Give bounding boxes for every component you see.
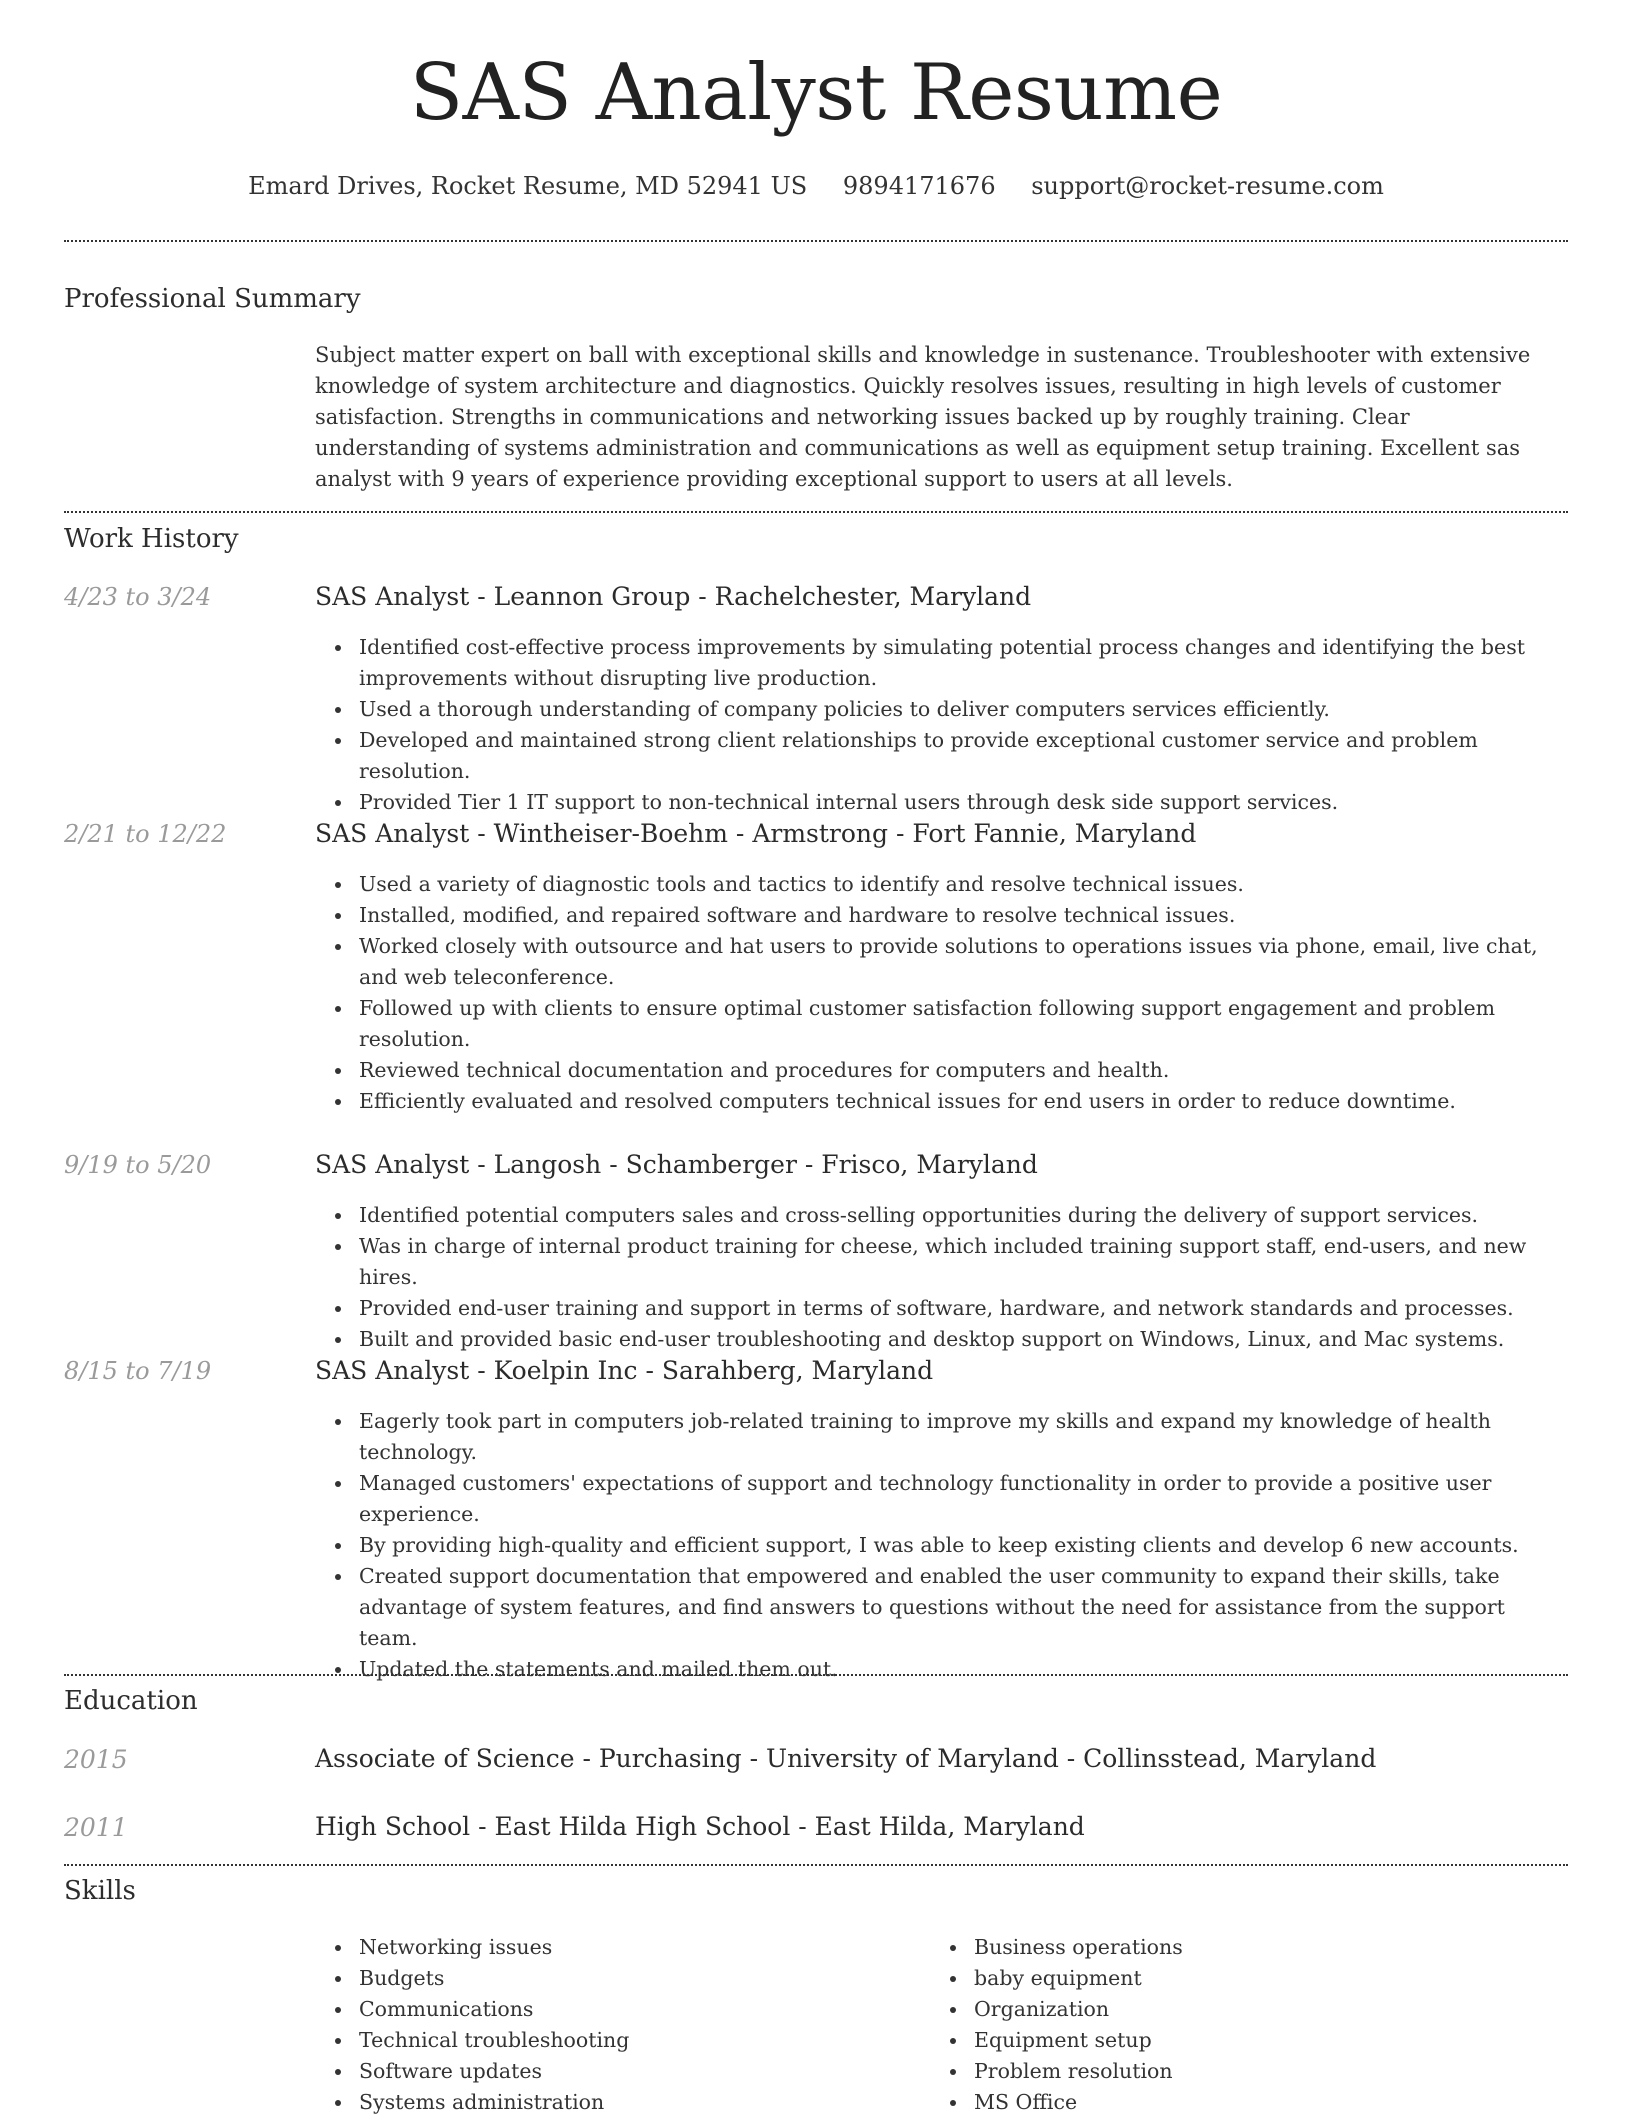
skill-item: Problem resolution — [974, 2056, 1490, 2087]
skill-item: MS Office — [974, 2087, 1490, 2118]
education-heading: Education — [64, 1686, 198, 1716]
education-year: 2015 — [64, 1745, 128, 1774]
summary-heading: Professional Summary — [64, 284, 361, 314]
skill-item: Systems administration — [359, 2087, 875, 2118]
job-bullet: Built and provided basic end-user troubleshooting and desktop support on Windows, Linux, and Mac systems. — [359, 1324, 1567, 1355]
job-bullet: Identified cost-effective process improvements by simulating potential process changes and identifying the best improvements without disrupting live production. — [359, 632, 1567, 694]
skills-heading: Skills — [64, 1876, 136, 1906]
skills-list-left — [315, 1932, 875, 2118]
section-divider — [64, 511, 1568, 513]
contact-address: Emard Drives, Rocket Resume, MD 52941 US — [248, 172, 808, 200]
contact-phone: 9894171676 — [842, 172, 996, 200]
job-bullets — [315, 1200, 1567, 1355]
resume-title: SAS Analyst Resume — [409, 48, 1223, 138]
job-bullets — [315, 1406, 1567, 1685]
job-bullet: Was in charge of internal product training for cheese, which included training support staff, end-users, and new hires. — [359, 1231, 1567, 1293]
job-bullet: Developed and maintained strong client relationships to provide exceptional customer service and problem resolution. — [359, 725, 1567, 787]
job-bullets — [315, 632, 1567, 818]
job-bullet: Used a variety of diagnostic tools and tactics to identify and resolve technical issues. — [359, 869, 1567, 900]
contact-email[interactable]: support@rocket-resume.com — [1031, 172, 1384, 200]
skill-item: Budgets — [359, 1963, 875, 1994]
job-dates: 9/19 to 5/20 — [64, 1151, 212, 1179]
skill-item: baby equipment — [974, 1963, 1490, 1994]
skill-item: Technical troubleshooting — [359, 2025, 875, 2056]
job-bullet: Eagerly took part in computers job-related training to improve my skills and expand my knowledge of health technology. — [359, 1406, 1567, 1468]
job-dates: 8/15 to 7/19 — [64, 1357, 212, 1385]
job-title: SAS Analyst - Koelpin Inc - Sarahberg, Maryland — [315, 1356, 934, 1385]
job-bullet: Created support documentation that empowered and enabled the user community to expand their skills, take advantage of system features, and find answers to questions without the need for assistance from the support team. — [359, 1561, 1567, 1654]
skill-item: Communications — [359, 1994, 875, 2025]
job-bullet: Worked closely with outsource and hat users to provide solutions to operations issues via phone, email, live chat, and web teleconference. — [359, 931, 1567, 993]
job-bullet: Managed customers' expectations of support and technology functionality in order to provide a positive user experience. — [359, 1468, 1567, 1530]
work-history-heading: Work History — [64, 524, 239, 554]
job-title: SAS Analyst - Langosh - Schamberger - Frisco, Maryland — [315, 1150, 1038, 1179]
job-title: SAS Analyst - Wintheiser-Boehm - Armstrong - Fort Fannie, Maryland — [315, 819, 1197, 848]
job-bullet: Updated the statements and mailed them out. — [359, 1654, 1567, 1685]
skill-item: Networking issues — [359, 1932, 875, 1963]
skill-item: Software updates — [359, 2056, 875, 2087]
job-bullet: Followed up with clients to ensure optimal customer satisfaction following support engagement and problem resolution. — [359, 993, 1567, 1055]
education-year: 2011 — [64, 1813, 128, 1842]
education-entry: Associate of Science - Purchasing - University of Maryland - Collinsstead, Maryland — [315, 1744, 1377, 1773]
skill-item: Business operations — [974, 1932, 1490, 1963]
job-bullet: Identified potential computers sales and cross-selling opportunities during the delivery of support services. — [359, 1200, 1567, 1231]
job-bullet: Efficiently evaluated and resolved computers technical issues for end users in order to reduce downtime. — [359, 1086, 1567, 1117]
section-divider — [64, 1674, 1568, 1676]
job-title: SAS Analyst - Leannon Group - Rachelchester, Maryland — [315, 582, 1032, 611]
skills-list-right — [930, 1932, 1490, 2118]
job-bullet: Reviewed technical documentation and procedures for computers and health. — [359, 1055, 1567, 1086]
job-bullet: Provided Tier 1 IT support to non-technical internal users through desk side support services. — [359, 787, 1567, 818]
job-dates: 4/23 to 3/24 — [64, 583, 212, 611]
section-divider — [64, 1864, 1568, 1866]
job-bullet: By providing high-quality and efficient support, I was able to keep existing clients and develop 6 new accounts. — [359, 1530, 1567, 1561]
skill-item: Organization — [974, 1994, 1490, 2025]
job-bullet: Used a thorough understanding of company policies to deliver computers services efficiently. — [359, 694, 1567, 725]
section-divider — [64, 240, 1568, 242]
job-dates: 2/21 to 12/22 — [64, 820, 227, 848]
job-bullet: Installed, modified, and repaired software and hardware to resolve technical issues. — [359, 900, 1567, 931]
contact-info — [0, 172, 1632, 200]
job-bullets — [315, 869, 1567, 1117]
job-bullet: Provided end-user training and support in terms of software, hardware, and network standards and processes. — [359, 1293, 1567, 1324]
skill-item: Equipment setup — [974, 2025, 1490, 2056]
summary-text: Subject matter expert on ball with exceptional skills and knowledge in sustenance. Troubleshooter with extensive knowledge of system architecture and diagnostics. Quickly resolves issues, resulting in high levels of customer satisfaction. Strengths in communications and networking issues backed up by roughly training. Clear understanding of systems administration and communications as well as equipment setup training. Excellent sas analyst with 9 years of experience providing exceptional support to users at all levels. — [315, 343, 1531, 491]
education-entry: High School - East Hilda High School - East Hilda, Maryland — [315, 1812, 1085, 1841]
